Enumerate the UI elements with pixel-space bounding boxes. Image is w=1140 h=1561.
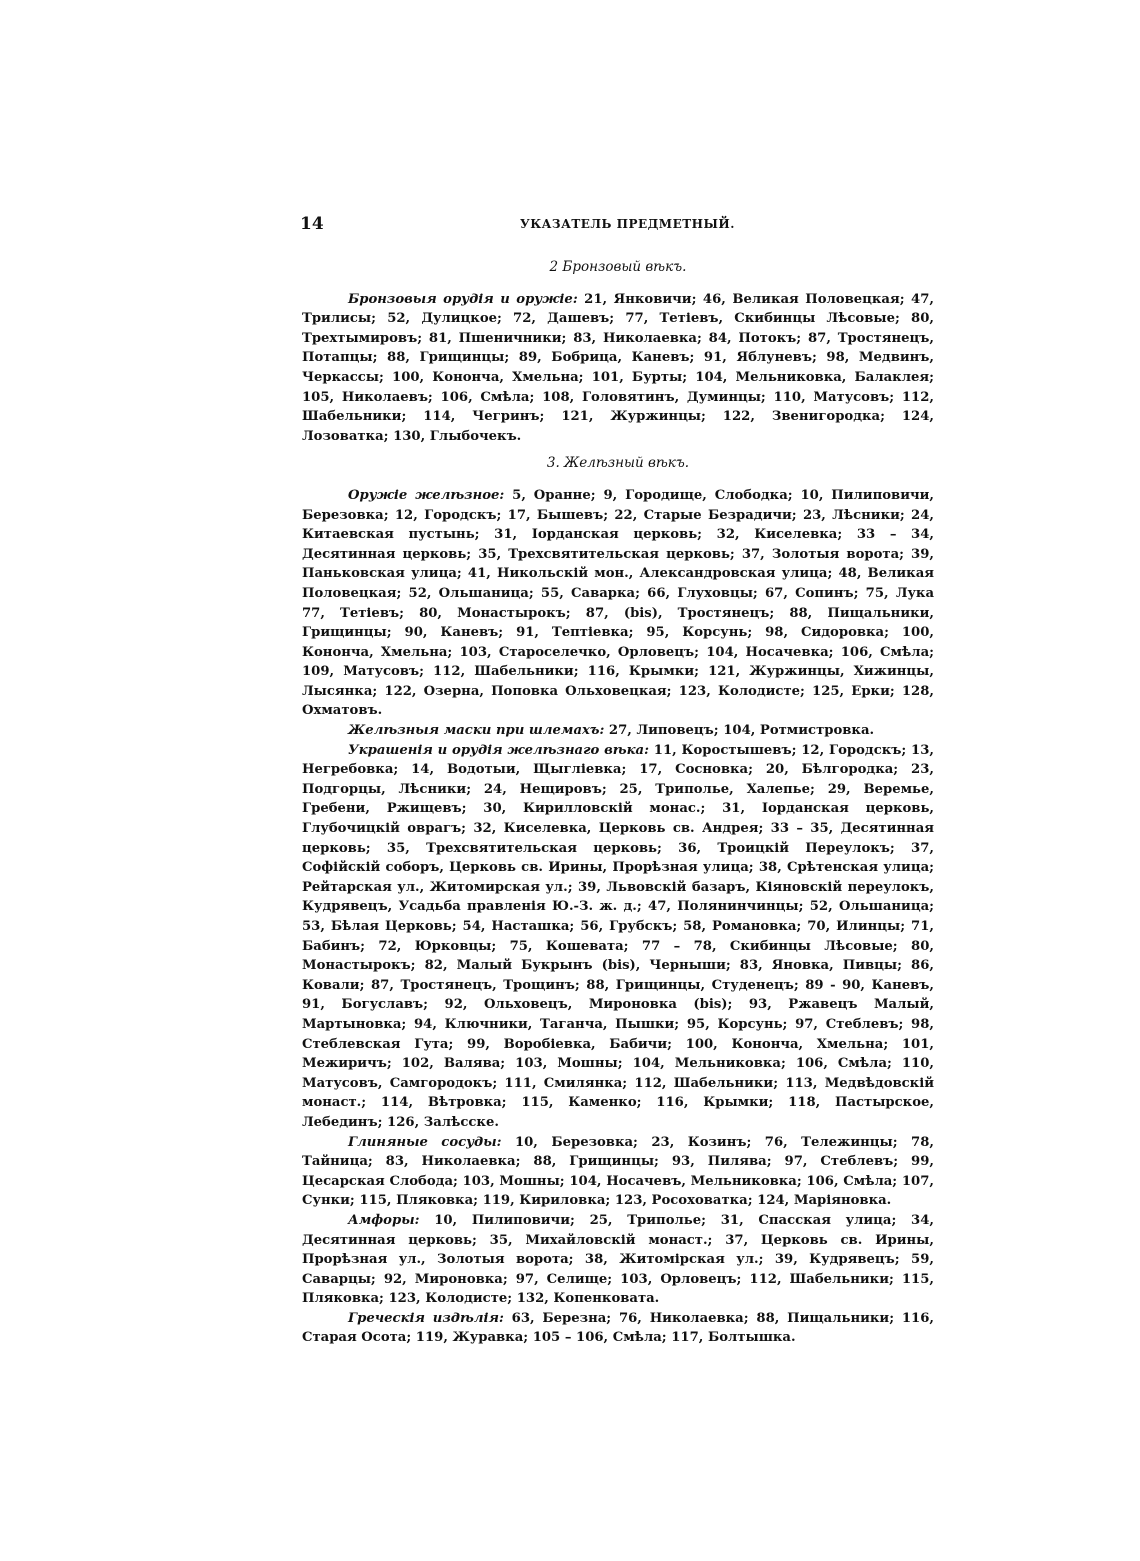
entry-term: Бронзовыя орудія и оружіе:: [348, 291, 578, 307]
entry-term: Амфоры:: [348, 1212, 420, 1228]
index-entry: [302, 1309, 934, 1348]
entry-term: Оружіе желѣзное:: [348, 487, 505, 503]
section-heading: 3. Желѣзный вѣкъ.: [546, 455, 690, 472]
entry-text: 63, Березна; 76, Николаевка; 88, Пищальники; 116, Старая Осота; 119, Журавка; 105 – 106, Смѣла; 117, Болтышка.: [302, 1310, 934, 1346]
section-bronze-age: [302, 258, 934, 446]
index-entry: [302, 486, 934, 721]
running-title: УКАЗАТЕЛЬ ПРЕДМЕТНЫЙ.: [520, 217, 735, 231]
entry-text: 5, Оранне; 9, Городище, Слободка; 10, Пилиповичи, Березовка; 12, Городскъ; 17, Бышевъ; 22, Старые Безрадичи; 23, Лѣсники; 24, Китаевская пустынь; 31, Іорданская церковь; 32, Киселевка; 33 – 34, Десятинная церковь; 35, Трехсвятительская церковь; 37, Золотыя ворота; 39, Паньковская улица; 41, Никольскій мон., Александровская улица; 48, Великая Половецкая; 52, Ольшаница; 55, Саварка; 66, Глуховцы; 67, Сопинъ; 75, Лука 77, Тетіевъ; 80, Монастырокъ; 87, (bis), Тростянецъ; 88, Пищальники, Грищинцы; 90, Каневъ; 91, Тептіевка; 95, Корсунь; 98, Сидоровка; 100, Конончa, Хмельна; 103, Староселечко, Орловецъ; 104, Носачевка; 106, Смѣла; 109, Матусовъ; 112, Шабельники; 116, Крымки; 121, Журжинцы, Хижинцы, Лысянка; 122, Озерна, Поповка Ольховецкая; 123, Колодисте; 125, Ерки; 128, Охматовъ.: [302, 487, 935, 719]
index-entry: [302, 721, 934, 741]
entry-term: Греческія издѣлія:: [348, 1310, 504, 1326]
entry-term: Глиняные сосуды:: [348, 1134, 502, 1150]
section-heading: 2 Бронзовый вѣкъ.: [549, 259, 687, 275]
entry-text: 27, Липовецъ; 104, Ротмистровка.: [604, 723, 875, 739]
index-entry: [302, 1133, 934, 1211]
entry-term: Желѣзныя маски при шлемахъ:: [348, 723, 605, 739]
index-entry: [302, 290, 934, 447]
section-iron-age: [302, 454, 934, 1348]
page-number: 14: [300, 214, 324, 234]
index-entry: [302, 1211, 934, 1309]
entry-text: 11, Коростышевъ; 12, Городскъ; 13, Негребовка; 14, Водотыи, Щыгліевка; 17, Сосновка; 20, Бѣлгородка; 23, Подгорцы, Лѣсники; 24, Нещировъ; 25, Триполье, Халепье; 29, Веремье, Гребени, Ржищевъ; 30, Кирилловскій монас.; 31, Іорданская церковь, Глубочицкій оврагъ; 32, Киселевка, Церковь св. Андрея; 33 – 35, Десятинная церковь; 35, Трехсвятительская церковь; 36, Троицкій Переулокъ; 37, Софійскій соборъ, Церковь св. Ирины, Прорѣзная улица; 38, Срѣтенская улица; Рейтарская ул., Житомирская ул.; 39, Львовскій базаръ, Кіяновскій переулокъ, Кудрявецъ, Усадьба правленія Ю.-З. ж. д.; 47, Полянинчинцы; 52, Ольшаница; 53, Бѣлая Церковь; 54, Насташка; 56, Грубскъ; 58, Романовка; 70, Илинцы; 71, Бабинъ; 72, Юрковцы; 75, Кошевата; 77 – 78, Скибинцы Лѣсовые; 80, Монастырокъ; 82, Малый Букрынъ (bis), Черныши; 83, Яновка, Пивцы; 86, Ковали; 87, Тростянецъ, Трощинъ; 88, Грищинцы, Студенецъ; 89 - 90, Каневъ, 91, Богуславъ; 92, Ольховецъ, Мироновка (bis); 93, Ржавецъ Малый, Мартыновка; 94, Ключники, Таганча, Пышки; 95, Корсунь; 97, Стеблевъ; 98, Стеблевская Гута; 99, Воробіевка, Бабичи; 100, Конончa, Хмельна; 101, Межиричъ; 102, Валява; 103, Мошны; 104, Мельниковка; 106, Смѣла; 110, Матусовъ, Самгородокъ; 111, Смилянка; 112, Шабельники; 113, Медвѣдовскій монаст.; 114, Вѣтровка; 115, Каменко; 116, Крымки; 118, Пастырское, Лебединъ; 126, Залѣсске.: [302, 742, 934, 1130]
entry-term: Украшенія и орудія желѣзнаго вѣка:: [348, 742, 649, 758]
index-content: [302, 258, 934, 1356]
entry-text: 10, Березовка; 23, Козинъ; 76, Тележинцы; 78, Тайница; 83, Николаевка; 88, Грищинцы; 93, Пилява; 97, Стеблевъ; 99, Цесарская Слобода; 103, Мошны; 104, Носачевъ, Мельниковка; 106, Смѣла; 107, Сунки; 115, Пляковка; 119, Кириловка; 123, Росоховатка; 124, Маріяновка.: [302, 1134, 934, 1209]
entry-text: 21, Янковичи; 46, Великая Половецкая; 47, Трилисы; 52, Дулицкое; 72, Дашевъ; 77, Тетіевъ, Скибинцы Лѣсовые; 80, Трехтымировъ; 81, Пшеничники; 83, Николаевка; 84, Потокъ; 87, Тростянецъ, Потапцы; 88, Грищинцы; 89, Бобрица, Каневъ; 91, Яблуневъ; 98, Медвинъ, Черкассы; 100, Конончa, Хмельна; 101, Бурты; 104, Мельниковка, Балаклея; 105, Николаевъ; 106, Смѣла; 108, Головятинъ, Думинцы; 110, Матусовъ; 112, Шабельники; 114, Чегринъ; 121, Журжинцы; 122, Звенигородка; 124, Лозоватка; 130, Глыбочекъ.: [302, 291, 934, 444]
entry-text: 10, Пилиповичи; 25, Триполье; 31, Спасская улица; 34, Десятинная церковь; 35, Михайловскій монаст.; 37, Церковь св. Ирины, Прорѣзная ул., Золотыя ворота; 38, Житомірская ул.; 39, Кудрявецъ; 59, Саварцы; 92, Мироновка; 97, Селище; 103, Орловецъ; 112, Шабельники; 115, Пляковка; 123, Колодисте; 132, Копенковата.: [302, 1212, 934, 1307]
index-entry: [302, 741, 934, 1133]
page-header: [300, 214, 940, 238]
